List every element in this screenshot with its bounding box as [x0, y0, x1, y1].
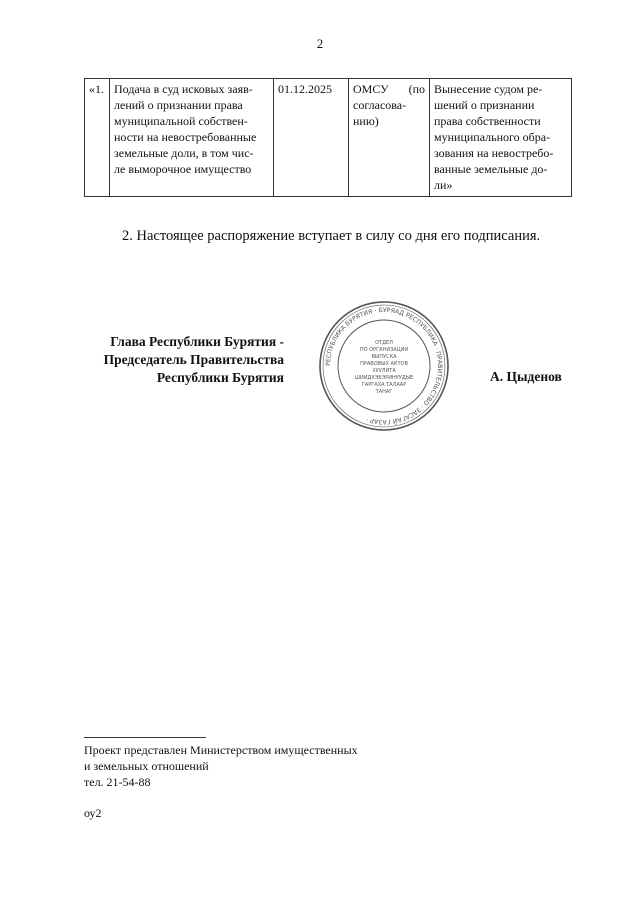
table-row — [85, 79, 572, 197]
signer-position-line: Председатель Правительства — [103, 352, 284, 367]
result-line: шений о признании — [434, 98, 535, 112]
seal-center-line: ХУУЛИТА — [372, 368, 396, 374]
result-line: ли» — [434, 178, 453, 192]
footnote-line: тел. 21-54-88 — [84, 775, 151, 789]
page-number: 2 — [316, 36, 324, 51]
result-line: Вынесение судом ре- — [434, 82, 543, 96]
seal-center-line: ТАНАГ — [375, 389, 393, 395]
seal-center-line: ШИИДХЭБЭРИНУУДЫЕ — [354, 375, 414, 381]
document-code: оу2 — [84, 806, 102, 820]
task-line: земельные доли, в том чис- — [114, 146, 254, 160]
executor-line: ОМСУ (по — [353, 82, 425, 96]
seal-center-line: ПРАВОВЫХ АКТОВ — [360, 361, 408, 367]
official-seal — [318, 300, 450, 432]
result-line: зования на невостребо- — [434, 146, 554, 160]
executor-line: нию) — [353, 114, 379, 128]
seal-center-line: ВЫПУСКА — [371, 354, 397, 360]
seal-center-line: ОТДЕЛ — [375, 340, 393, 346]
row-executor — [349, 79, 430, 197]
task-line: Подача в суд исковых заяв- — [114, 82, 253, 96]
row-number: «1. — [85, 79, 110, 197]
task-line: лений о признании права — [114, 98, 243, 112]
footnote-line: и земельных отношений — [84, 759, 209, 773]
footnote — [84, 742, 358, 790]
seal-outer-text: РЕСПУБЛИКА БУРЯТИЯ · БУРЯАД РЕСПУБЛИКА · ПРАВИТЕЛЬСТВО · ЗАСАГАЙ ГАЗАР · — [324, 306, 444, 426]
footnote-line: Проект представлен Министерством имущественных — [84, 743, 358, 757]
result-line: муниципального обра- — [434, 130, 551, 144]
signer-position-line: Республики Бурятия — [156, 370, 284, 385]
footnote-divider — [84, 737, 206, 738]
seal-center-line: ГАРГАХА ТАЛААР — [361, 382, 407, 388]
signer-position-line: Глава Республики Бурятия - — [110, 334, 284, 349]
clause-2: 2. Настоящее распоряжение вступает в силу со дня его подписания. — [122, 228, 541, 244]
result-line: ванные земельные до- — [434, 162, 548, 176]
plan-table — [84, 78, 572, 197]
task-line: муниципальной собствен- — [114, 114, 248, 128]
seal-center-line: ПО ОРГАНИЗАЦИИ — [359, 347, 409, 353]
task-line: ле выморочное имущество — [114, 162, 252, 176]
row-date: 01.12.2025 — [274, 79, 349, 197]
row-task — [110, 79, 274, 197]
row-result — [430, 79, 572, 197]
result-line: права собственности — [434, 114, 541, 128]
signer-name: А. Цыденов — [490, 369, 562, 384]
executor-line: согласова- — [353, 98, 407, 112]
signer-position — [84, 333, 284, 387]
task-line: ности на невостребованные — [114, 130, 257, 144]
